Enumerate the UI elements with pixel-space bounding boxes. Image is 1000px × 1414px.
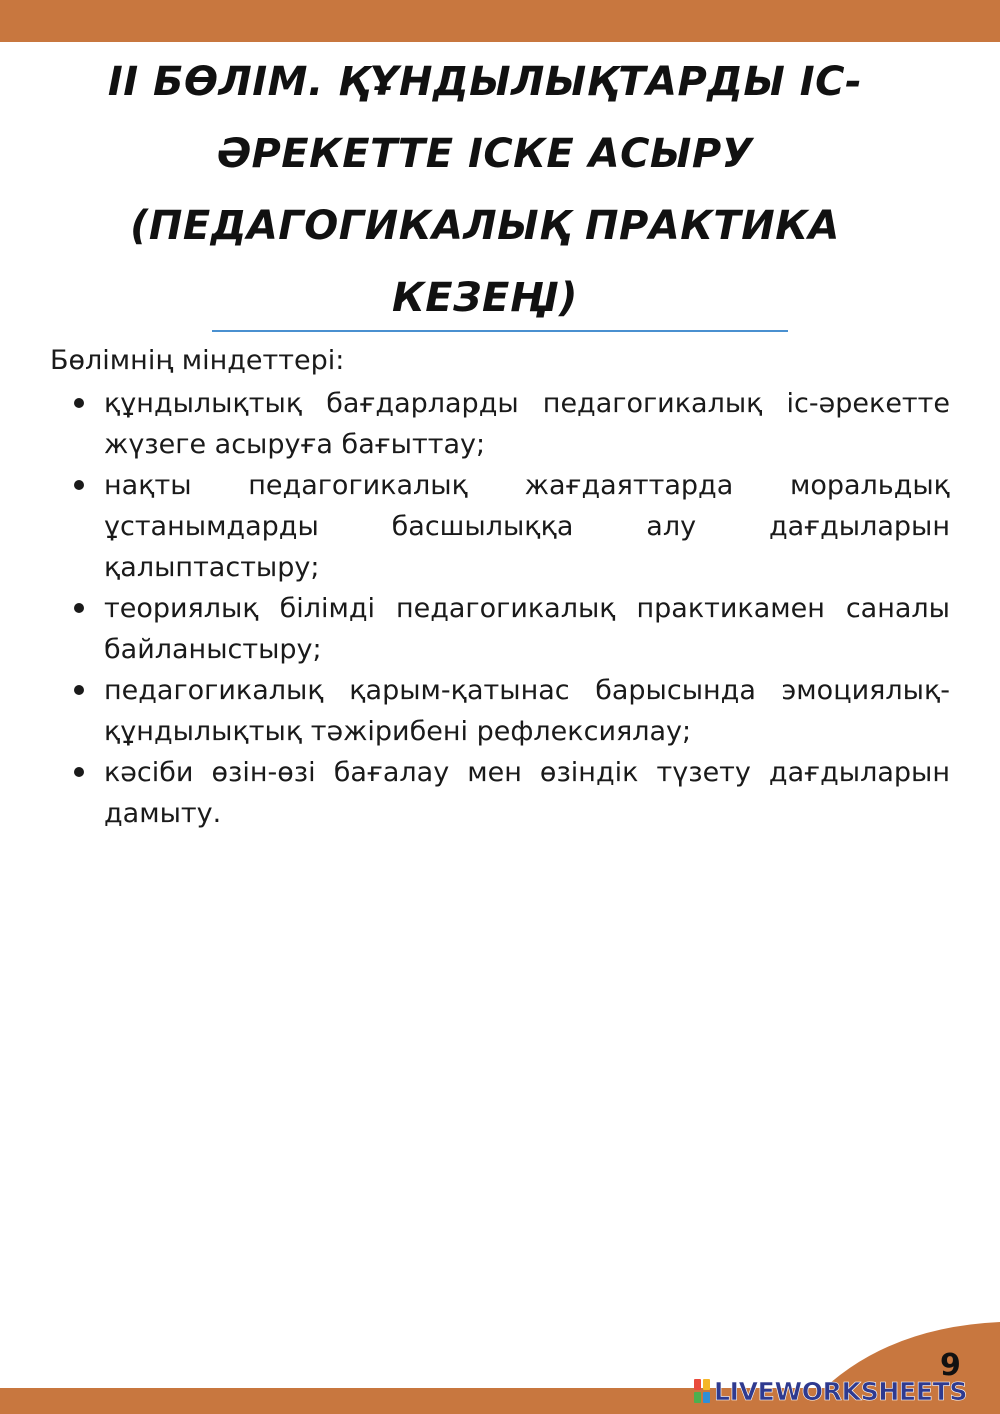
list-item: [104, 588, 950, 670]
bullet-icon: [74, 398, 84, 408]
bullet-icon: [74, 480, 84, 490]
list-item-text: теориялық білімді педагогикалық практикамен саналы байланыстыру;: [104, 593, 950, 665]
list-item-text: құндылықтық бағдарларды педагогикалық іс-әрекетте жүзеге асыруға бағыттау;: [104, 388, 950, 460]
watermark[interactable]: [694, 1376, 967, 1406]
bullet-icon: [74, 685, 84, 695]
list-item-text: кәсіби өзін-өзі бағалау мен өзіндік түзету дағдыларын дамыту.: [104, 757, 950, 829]
liveworksheets-logo-icon: [694, 1379, 710, 1403]
list-item-text: педагогикалық қарым-қатынас барысында эмоциялық-құндылықтық тәжірибені рефлексиялау;: [104, 675, 950, 747]
list-item: [104, 670, 950, 752]
list-item: [104, 383, 950, 465]
task-list: [104, 383, 950, 834]
list-item: [104, 465, 950, 588]
title-underline: [212, 330, 788, 332]
title-line: КЕЗЕҢІ): [392, 275, 578, 321]
list-item: [104, 752, 950, 834]
page-title: [80, 46, 890, 334]
page-number: 9: [940, 1348, 961, 1383]
title-line: ӘРЕКЕТТЕ ІСКЕ АСЫРУ: [216, 131, 754, 177]
bullet-icon: [74, 767, 84, 777]
list-item-text: нақты педагогикалық жағдаяттарда моральдық ұстанымдарды басшылыққа алу дағдыларын қалыптастыру;: [104, 470, 950, 583]
bullet-icon: [74, 603, 84, 613]
watermark-text: LIVEWORKSHEETS: [714, 1376, 968, 1406]
title-line: II БӨЛІМ. ҚҰНДЫЛЫҚТАРДЫ ІС-: [107, 59, 863, 105]
section-label: Бөлімнің міндеттері:: [50, 345, 345, 376]
top-accent-bar: [0, 0, 1000, 42]
title-line: (ПЕДАГОГИКАЛЫҚ ПРАКТИКА: [130, 203, 840, 249]
